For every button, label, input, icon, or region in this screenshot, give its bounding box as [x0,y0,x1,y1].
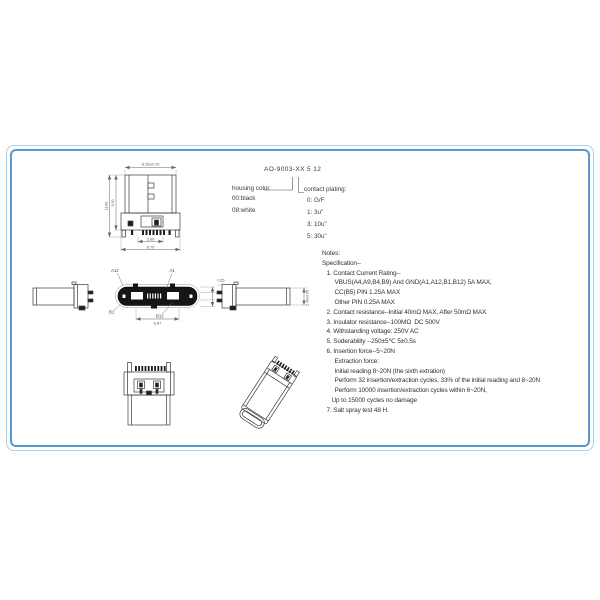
spec-line: 2. Contact resistance--Initial 40mΩ MAX, After 50mΩ MAX [326,308,487,316]
contact-plating-option: 5: 30u" [307,233,327,240]
contact-plating-option: 3: 10u" [307,221,327,228]
spec-line: Perform 32 insertion/extraction cycles, 33% of the initial reading and 8~20N [334,377,541,385]
front-view-pin-b1-label: B1 [109,309,115,315]
drawing-rear-view [124,363,174,426]
contact-plating-label: contact plating: [304,186,347,193]
part-number: AO-9003-XX 5 12 [264,166,322,173]
front-view-pin-a1-label: A1 [169,268,175,273]
spec-line: Specification-- [322,259,361,267]
front-view-pin-a12-label: A12 [111,268,119,273]
notes-title: Notes: [322,250,340,257]
spec-line: CC(B5) PIN 1.25A MAX [334,289,401,297]
spec-line: Perform 10000 insertion/extraction cycles within 6~20N, [334,387,487,395]
front-view-width-dim: 6.87 [153,320,162,326]
top-view-base-dim: 8.70 [146,244,155,250]
notes-section [322,249,540,416]
front-view-pin-b12-label: B12 [156,313,164,319]
spec-line: 4. Withstanding voltage: 250V AC [326,328,419,336]
spec-line: Initial reading 8~20N (the sixth extration) [334,367,445,375]
top-view-width-dim: 8.25±0.10 [141,161,160,167]
spec-line: 6. Insertion force--5~20N [326,347,395,355]
spec-line: Other PIN 0.25A MAX [334,298,395,306]
spec-line: VBUS(A4,A9,B4,B9) And GND(A1,A12,B1,B12) 5A MAX, [334,279,492,287]
contact-plating-option: 1: 3u" [307,209,324,216]
spec-line: 1. Contact Current Rating-- [326,269,401,277]
spec-line: 5. Soderability --250±5℃ 5±0.5s [326,338,416,346]
spec-line: Up to 15000 cycles no damage [331,396,417,404]
side-view-height-dim: 2.40±0.05 [305,290,310,306]
drawing-top-view [105,161,181,251]
side-view-pin-dim: 0.65 [217,278,225,283]
top-view-height-outer-dim: 11.80 [104,201,109,211]
spec-line: 3. Insulator resistance--100MΩ DC 500V [326,318,440,326]
housing-color-option: 08:white [232,207,256,214]
spec-line: 7. Salt spray test 48 H. [326,406,389,414]
housing-color-label: housing color [232,185,270,192]
top-view-height-inner-dim: 9.30 [111,199,116,207]
drawing-isometric-view [237,356,300,431]
contact-plating-option: 0: G/F [307,197,325,204]
top-view-pins-dim: 5.00 [146,236,155,242]
part-number-leader-lines [264,177,305,193]
drawing-side-view-right [217,279,310,311]
drawing-side-view-left [33,282,93,310]
spec-line: Extraction force: [334,357,379,365]
housing-color-option: 00:black [232,195,256,202]
drawing-front-view [109,268,215,326]
